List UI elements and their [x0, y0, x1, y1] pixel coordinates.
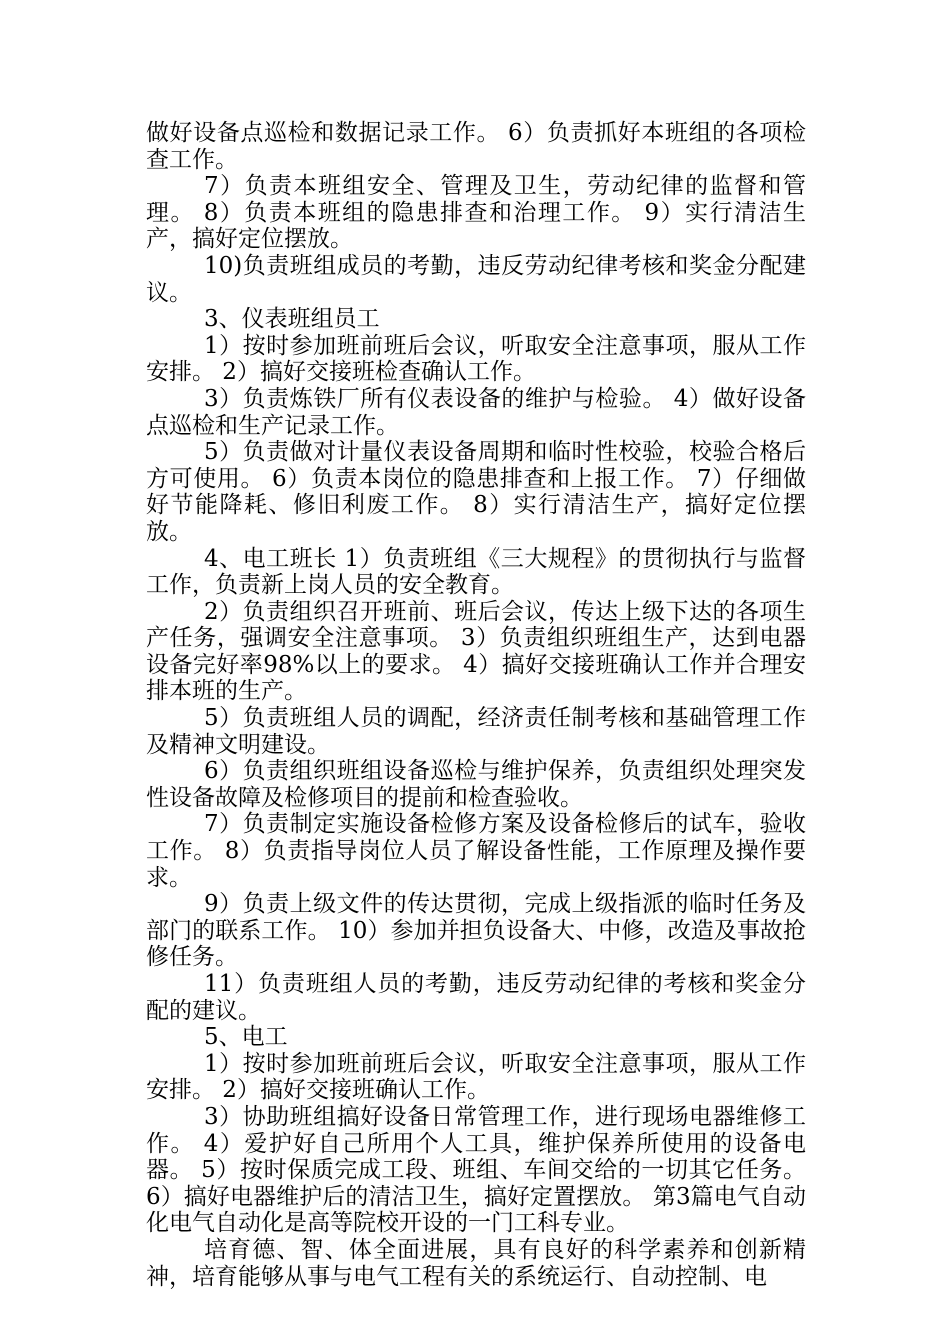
section-heading-electrician: 5、电工	[204, 1024, 288, 1051]
paragraph-18: 培育德、智、体全面进展，具有良好的科学素养和创新精神，培育能够从事与电气工程有关的系统运行、自动控制、电	[146, 1236, 806, 1290]
paragraph-14: 11）负责班组人员的考勤，违反劳动纪律的考核和奖金分配的建议。	[146, 971, 806, 1024]
paragraph-3: 10)负责班组成员的考勤，违反劳动纪律考核和奖金分配建议。	[146, 252, 806, 306]
document-body	[146, 120, 806, 1290]
section-heading-electrician-leader: 4、电工班长 1）负责班组《三大规程》的贯彻执行与监督工作，负责新上岗人员的安全教育。	[146, 545, 806, 599]
paragraph-2: 7）负责本班组安全、管理及卫生，劳动纪律的监督和管理。 8）负责本班组的隐患排查和治理工作。 9）实行清洁生产，搞好定位摆放。	[146, 173, 806, 253]
paragraph-13: 9）负责上级文件的传达贯彻，完成上级指派的临时任务及部门的联系工作。 10）参加并担负设备大、中修，改造及事故抢修任务。	[146, 891, 806, 971]
paragraph-11: 6）负责组织班组设备巡检与维护保养，负责组织处理突发性设备故障及检修项目的提前和检查验收。	[146, 758, 806, 811]
paragraph-10: 5）负责班组人员的调配，经济责任制考核和基础管理工作及精神文明建设。	[146, 705, 806, 758]
paragraph-9: 2）负责组织召开班前、班后会议，传达上级下达的各项生产任务，强调安全注意事项。 3）负责组织班组生产，达到电器设备完好率98%以上的要求。 4）搞好交接班确认工作并合理安排本班的生产。	[146, 598, 806, 705]
paragraph-7: 5）负责做对计量仪表设备周期和临时性校验，校验合格后方可使用。 6）负责本岗位的隐患排查和上报工作。 7）仔细做好节能降耗、修旧利废工作。 8）实行清洁生产，搞好定位摆放。	[146, 439, 806, 545]
paragraph-16: 1）按时参加班前班后会议，听取安全注意事项，服从工作安排。 2）搞好交接班确认工作。	[146, 1050, 806, 1104]
section-heading-instrument-staff: 3、仪表班组员工	[204, 306, 380, 333]
paragraph-12: 7）负责制定实施设备检修方案及设备检修后的试车，验收工作。 8）负责指导岗位人员了解设备性能，工作原理及操作要求。	[146, 811, 806, 891]
paragraph-6: 3）负责炼铁厂所有仪表设备的维护与检验。 4）做好设备点巡检和生产记录工作。	[146, 385, 806, 439]
paragraph-5: 1）按时参加班前班后会议，听取安全注意事项，服从工作安排。 2）搞好交接班检查确认工作。	[146, 332, 806, 386]
paragraph-1: 做好设备点巡检和数据记录工作。 6）负责抓好本班组的各项检查工作。	[146, 120, 806, 173]
paragraph-17: 3）协助班组搞好设备日常管理工作，进行现场电器维修工作。 4）爱护好自己所用个人工具，维护保养所使用的设备电器。 5）按时保质完成工段、班组、车间交给的一切其它任务。 6）搞好电器维护后的清洁卫生，搞好定置摆放。 第3篇电气自动化电气自动化是高等院校开设的一门工科专业。	[146, 1103, 806, 1237]
